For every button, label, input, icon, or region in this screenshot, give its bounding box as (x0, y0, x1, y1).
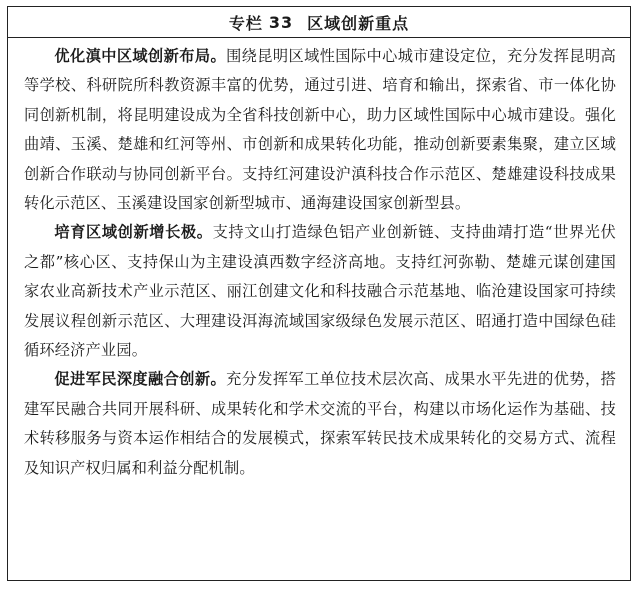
paragraph-2 (24, 218, 616, 365)
paragraph-3-text: 充分发挥军工单位技术层次高、成果水平先进的优势，搭建军民融合共同开展科研、成果转化和学术交流的平台，构建以市场化运作为基础、技术转移服务与资本运作相结合的发展模式，探索军转民技术成果转化的交易方式、流程及知识产权归属和利益分配机制。 (24, 370, 616, 477)
box-number: 33 (268, 12, 294, 32)
box-label: 专栏 (228, 13, 263, 33)
paragraph-1-text: 围绕昆明区域性国际中心城市建设定位，充分发挥昆明高等学校、科研院所科教资源丰富的优势，通过引进、培育和输出，探索省、市一体化协同创新机制，将昆明建设成为全省科技创新中心，助力区域性国际中心城市建设。强化曲靖、玉溪、楚雄和红河等州、市创新和成果转化功能，推动创新要素集聚，建立区域创新合作联动与协同创新平台。支持红河建设沪滇科技合作示范区、楚雄建设科技成果转化示范区、玉溪建设国家创新型城市、通海建设国家创新型县。 (24, 47, 616, 213)
box-content (8, 38, 630, 483)
paragraph-3-lead: 促进军民深度融合创新。 (54, 370, 227, 389)
feature-box (7, 6, 631, 581)
box-title: 区域创新重点 (307, 13, 410, 33)
paragraph-2-lead: 培育区域创新增长极。 (54, 223, 213, 242)
paragraph-1-lead: 优化滇中区域创新布局。 (54, 47, 227, 65)
paragraph-2-text: 支持文山打造绿色铝产业创新链、支持曲靖打造“世界光伏之都”核心区、支持保山为主建设滇西数字经济高地。支持红河弥勒、楚雄元谋创建国家农业高新技术产业示范区、丽江创建文化和科技融合示范基地、临沧建设国家可持续发展议程创新示范区、大理建设洱海流域国家级绿色发展示范区、昭通打造中国绿色硅循环经济产业园。 (24, 223, 616, 360)
box-header (8, 7, 630, 38)
paragraph-1 (24, 42, 616, 218)
paragraph-3 (24, 365, 616, 483)
